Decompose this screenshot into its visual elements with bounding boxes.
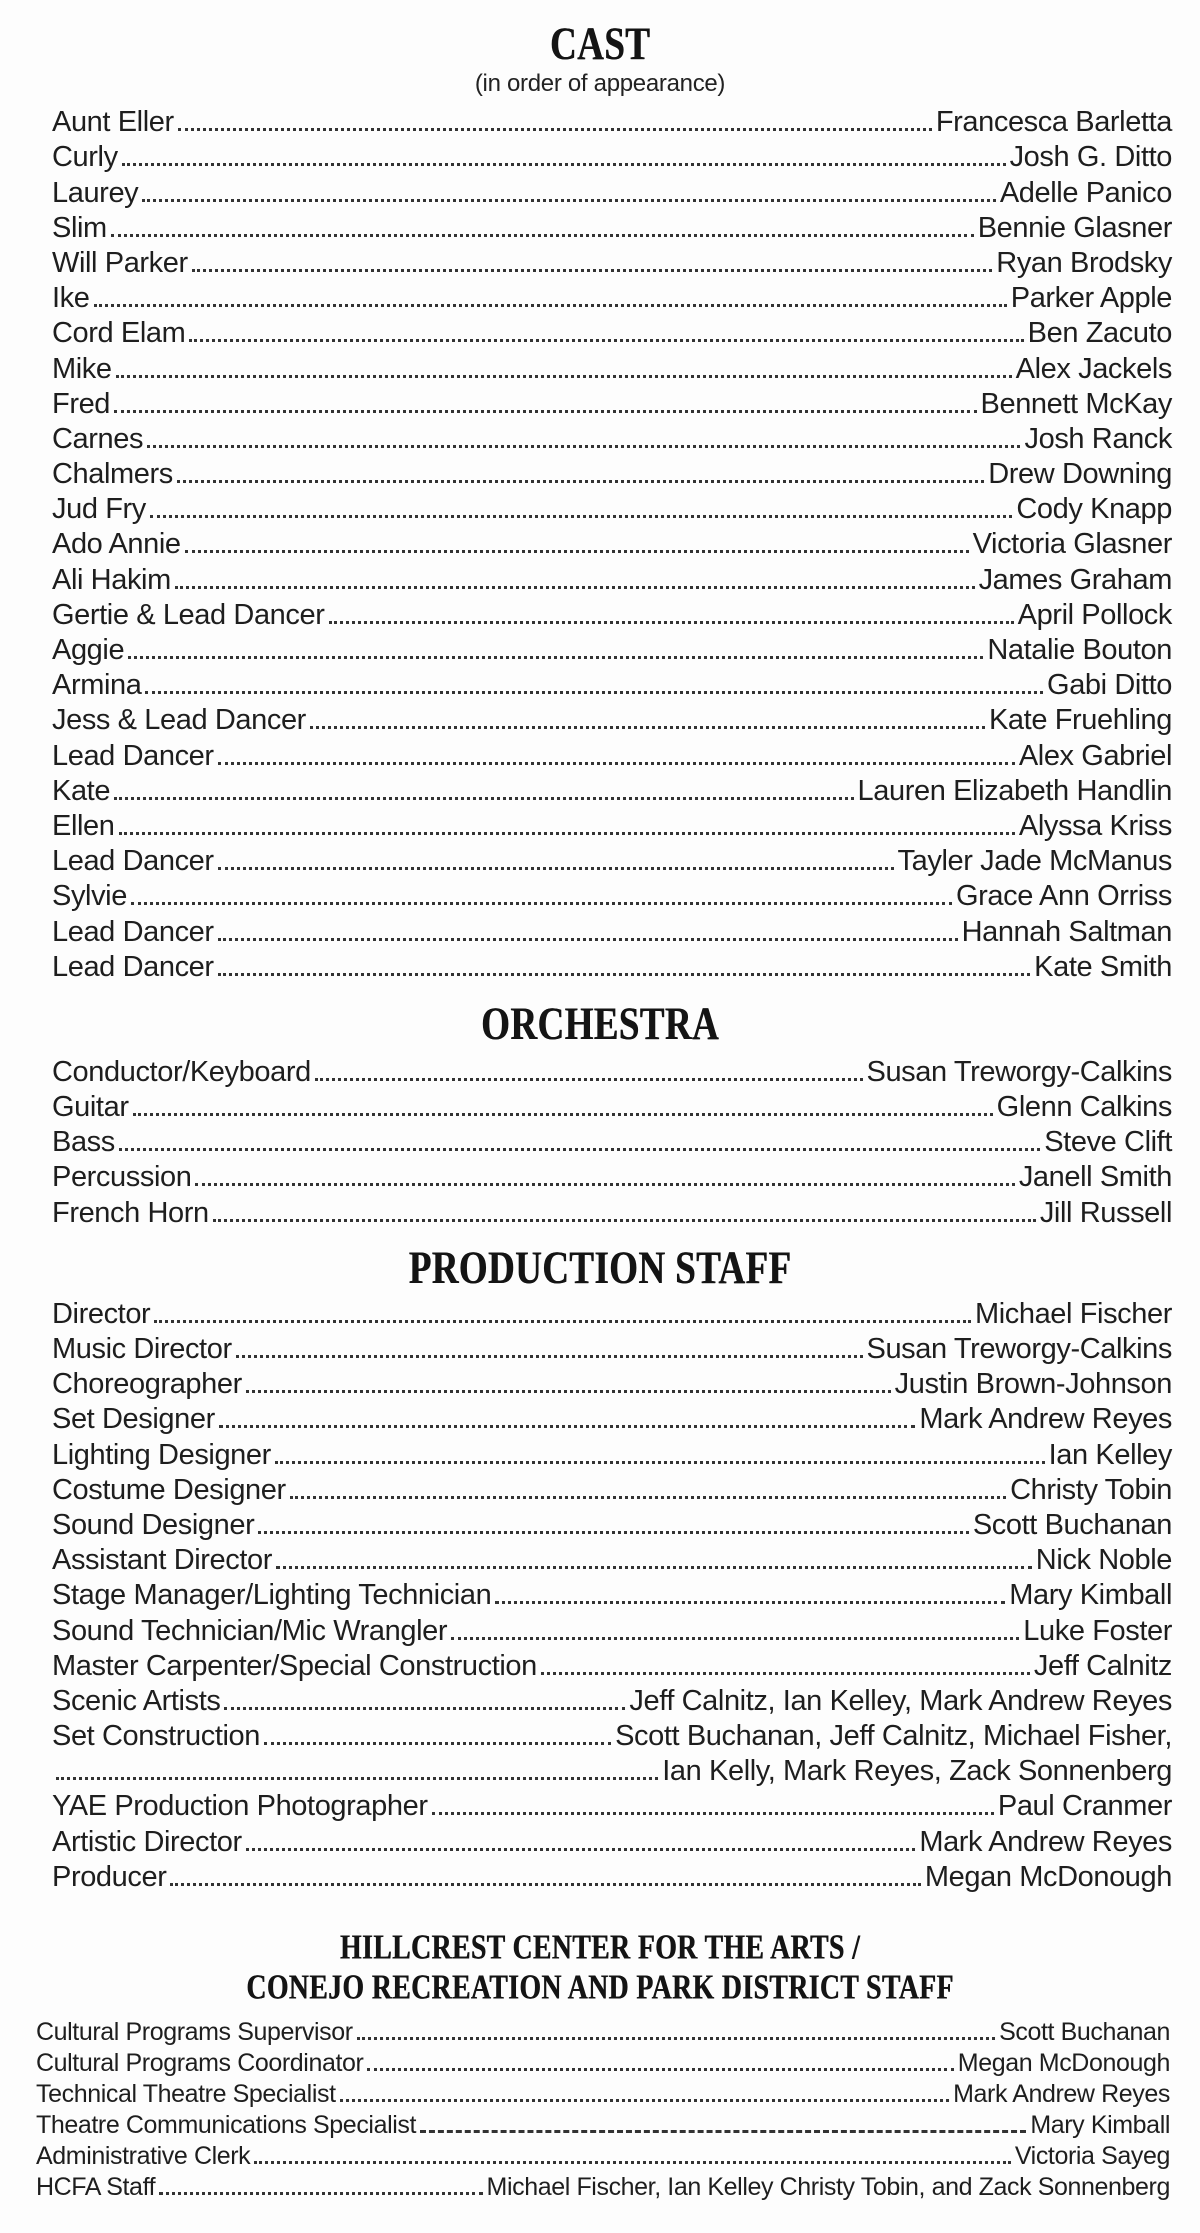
credit-row — [52, 245, 1172, 280]
credit-row — [52, 1159, 1172, 1194]
credit-row — [36, 2047, 1170, 2078]
dot-leader — [119, 832, 1015, 835]
credit-row — [36, 2078, 1170, 2109]
role-label: Fred — [52, 387, 111, 420]
credit-row — [52, 913, 1172, 948]
name-label: Kate Smith — [1034, 950, 1172, 983]
dot-leader — [131, 902, 952, 905]
name-label: Jill Russell — [1039, 1196, 1172, 1229]
dot-leader — [128, 656, 983, 659]
dot-leader — [147, 445, 1020, 448]
name-label: Paul Cranmer — [997, 1790, 1172, 1823]
credit-row — [52, 210, 1172, 245]
production-staff-section-title: PRODUCTION STAFF — [408, 1241, 792, 1294]
credit-row — [52, 1648, 1172, 1683]
credit-row — [52, 1194, 1172, 1229]
name-label: Luke Foster — [1023, 1614, 1172, 1647]
orchestra-section-title: ORCHESTRA — [481, 997, 719, 1050]
dot-leader — [119, 1148, 1040, 1151]
role-label: Administrative Clerk — [36, 2141, 251, 2170]
role-label: Music Director — [52, 1333, 232, 1365]
name-label: Lauren Elizabeth Handlin — [857, 774, 1172, 807]
name-label: Drew Downing — [988, 458, 1172, 491]
credit-row — [52, 1401, 1172, 1436]
dot-leader — [367, 2068, 953, 2071]
role-label: Guitar — [52, 1091, 129, 1124]
dot-leader — [420, 2130, 1026, 2133]
credit-row — [52, 1788, 1172, 1823]
credit-row — [52, 949, 1172, 984]
name-label: Michael Fischer — [974, 1297, 1172, 1330]
credit-row — [52, 315, 1172, 350]
credit-row — [52, 878, 1172, 913]
name-label: Victoria Sayeg — [1014, 2141, 1170, 2170]
credit-row — [52, 1753, 1172, 1788]
dot-leader — [170, 1883, 920, 1886]
dot-leader — [178, 128, 932, 131]
credit-row — [52, 1089, 1172, 1124]
credit-row — [52, 808, 1172, 843]
name-label: Kate Fruehling — [988, 704, 1172, 737]
role-label: Aunt Eller — [52, 106, 174, 139]
name-label: Scott Buchanan — [999, 2017, 1170, 2046]
credit-row — [52, 1436, 1172, 1471]
name-label: Scott Buchanan, Jeff Calnitz, Michael Fisher, — [615, 1720, 1172, 1753]
name-label: Mary Kimball — [1009, 1579, 1172, 1612]
name-label: Glenn Calkins — [996, 1091, 1172, 1124]
name-label: Josh Ranck — [1024, 422, 1172, 455]
credit-row — [52, 667, 1172, 702]
name-label: Francesca Barletta — [935, 106, 1172, 139]
name-label: Christy Tobin — [1010, 1473, 1172, 1506]
credit-row — [52, 1296, 1172, 1331]
cast-credit-list — [0, 104, 1200, 984]
role-label: Scenic Artists — [52, 1684, 221, 1717]
name-label: Mark Andrew Reyes — [919, 1825, 1172, 1858]
name-label: Jeff Calnitz, Ian Kelley, Mark Andrew Reyes — [629, 1684, 1172, 1717]
role-label: Slim — [52, 211, 107, 244]
dot-leader — [94, 304, 1007, 307]
dot-leader — [192, 269, 993, 272]
credit-row — [52, 737, 1172, 772]
role-label: Master Carpenter/Special Construction — [52, 1649, 537, 1682]
credit-row — [36, 2109, 1170, 2140]
venue-staff-title-line1: HILLCREST CENTER FOR THE ARTS / — [339, 1928, 861, 1967]
credit-row — [52, 456, 1172, 491]
credit-row — [52, 1054, 1172, 1089]
credit-row — [52, 1612, 1172, 1647]
role-label: Theatre Communications Specialist — [36, 2110, 417, 2139]
dot-leader — [154, 1320, 971, 1323]
role-label: Gertie & Lead Dancer — [52, 598, 325, 631]
dot-leader — [175, 586, 975, 589]
venue-staff-section-title — [96, 1928, 1104, 2009]
role-label: Stage Manager/Lighting Technician — [52, 1579, 492, 1612]
dot-leader — [142, 199, 996, 202]
name-label: Ben Zacuto — [1027, 317, 1172, 350]
role-label: Lead Dancer — [52, 950, 214, 983]
role-label: Artistic Director — [52, 1825, 242, 1858]
name-label: April Pollock — [1017, 598, 1172, 631]
credit-row — [52, 1577, 1172, 1612]
credit-row — [52, 386, 1172, 421]
credit-row — [52, 526, 1172, 561]
role-label: Lead Dancer — [52, 845, 214, 878]
dot-leader — [236, 1355, 863, 1358]
dot-leader — [276, 1566, 1032, 1569]
name-label: Susan Treworgy-Calkins — [866, 1055, 1172, 1088]
role-label: French Horn — [52, 1196, 209, 1229]
dot-leader — [145, 691, 1043, 694]
dot-leader — [177, 480, 984, 483]
credit-row — [52, 421, 1172, 456]
credit-row — [36, 2171, 1170, 2202]
name-label: Grace Ann Orriss — [956, 880, 1172, 913]
role-label: Technical Theatre Specialist — [36, 2079, 336, 2108]
role-label: YAE Production Photographer — [52, 1790, 428, 1823]
name-label: Gabi Ditto — [1047, 669, 1172, 702]
name-label: Mark Andrew Reyes — [919, 1403, 1172, 1436]
role-label: Laurey — [52, 176, 139, 209]
role-label: Ellen — [52, 809, 115, 842]
name-label: Megan McDonough — [957, 2048, 1170, 2077]
orchestra-credit-list — [0, 1054, 1200, 1230]
cast-section-subtitle: (in order of appearance) — [474, 70, 726, 97]
credit-row — [52, 632, 1172, 667]
section-orchestra — [0, 997, 1200, 1230]
dot-leader — [116, 375, 1012, 378]
dot-leader — [432, 1812, 994, 1815]
role-label: Lighting Designer — [52, 1438, 271, 1471]
role-label: Bass — [52, 1126, 115, 1159]
role-label: Sound Technician/Mic Wrangler — [52, 1614, 448, 1647]
dot-leader — [310, 726, 985, 729]
role-label: Assistant Director — [52, 1544, 273, 1577]
credit-row — [52, 702, 1172, 737]
dot-leader — [218, 973, 1031, 976]
name-label: Megan McDonough — [924, 1860, 1172, 1893]
role-label: Ike — [52, 282, 90, 315]
role-label: Producer — [52, 1860, 167, 1893]
role-label: Director — [52, 1297, 151, 1330]
credit-row — [52, 104, 1172, 139]
role-label: Sound Designer — [52, 1508, 255, 1541]
role-label: Set Construction — [52, 1720, 260, 1753]
role-label: Sylvie — [52, 880, 127, 913]
dot-leader — [114, 410, 977, 413]
role-label: Armina — [52, 669, 142, 702]
role-label: Costume Designer — [52, 1473, 286, 1506]
dot-leader — [258, 1531, 968, 1534]
dot-leader — [111, 234, 974, 237]
cast-section-title: CAST — [549, 17, 651, 70]
dot-leader — [219, 1425, 915, 1428]
venue-staff-credit-list — [0, 2016, 1200, 2202]
role-label: Will Parker — [52, 246, 188, 279]
name-label: Victoria Glasner — [972, 528, 1172, 561]
dot-leader — [150, 515, 1012, 518]
credit-row — [52, 561, 1172, 596]
name-label: Ryan Brodsky — [996, 246, 1172, 279]
dot-leader — [185, 550, 969, 553]
role-label: Ado Annie — [52, 528, 181, 561]
dot-leader — [224, 1707, 625, 1710]
role-label: Lead Dancer — [52, 915, 214, 948]
venue-staff-title-line2: CONEJO RECREATION AND PARK DISTRICT STAFF — [246, 1968, 954, 2008]
credit-row — [52, 280, 1172, 315]
credit-row — [36, 2016, 1170, 2047]
name-label: Jeff Calnitz — [1033, 1649, 1172, 1682]
dot-leader — [189, 339, 1023, 342]
credit-row — [52, 491, 1172, 526]
credit-row — [52, 1542, 1172, 1577]
name-label: Janell Smith — [1018, 1161, 1172, 1194]
role-label: Percussion — [52, 1161, 192, 1194]
name-label: Nick Noble — [1035, 1544, 1172, 1577]
dot-leader — [275, 1461, 1045, 1464]
dot-leader — [340, 2099, 949, 2102]
name-label: Ian Kelley — [1048, 1438, 1172, 1471]
credit-row — [52, 1718, 1172, 1753]
name-label: Alex Jackels — [1015, 352, 1172, 385]
dot-leader — [315, 1078, 863, 1081]
name-label: Tayler Jade McManus — [897, 845, 1172, 878]
dot-leader — [159, 2192, 482, 2195]
dot-leader — [56, 1777, 658, 1780]
role-label: Mike — [52, 352, 112, 385]
name-label: Ian Kelly, Mark Reyes, Zack Sonnenberg — [662, 1755, 1172, 1788]
dot-leader — [357, 2037, 995, 2040]
role-label: Cord Elam — [52, 317, 186, 350]
role-label: Aggie — [52, 634, 125, 666]
name-label: Natalie Bouton — [987, 634, 1172, 666]
dot-leader — [329, 621, 1014, 624]
dot-leader — [451, 1637, 1019, 1640]
name-label: Alex Gabriel — [1018, 739, 1172, 772]
dot-leader — [122, 163, 1006, 166]
dot-leader — [218, 867, 894, 870]
credit-row — [52, 1331, 1172, 1366]
credit-row — [52, 139, 1172, 174]
credit-row — [52, 1366, 1172, 1401]
credit-row — [52, 174, 1172, 209]
section-cast — [0, 17, 1200, 984]
role-label: Jud Fry — [52, 493, 146, 526]
credit-row — [52, 1124, 1172, 1159]
role-label: Conductor/Keyboard — [52, 1055, 311, 1088]
credit-row — [52, 773, 1172, 808]
name-label: Hannah Saltman — [961, 915, 1172, 948]
credit-row — [52, 1823, 1172, 1858]
dot-leader — [246, 1390, 891, 1393]
dot-leader — [218, 938, 958, 941]
name-label: James Graham — [978, 563, 1172, 596]
name-label: Justin Brown-Johnson — [894, 1368, 1172, 1401]
role-label: Cultural Programs Supervisor — [36, 2017, 353, 2046]
name-label: Alyssa Kriss — [1018, 809, 1172, 842]
role-label: Set Designer — [52, 1403, 215, 1436]
dot-leader — [246, 1848, 916, 1851]
credit-row — [52, 1859, 1172, 1894]
name-label: Steve Clift — [1044, 1126, 1172, 1159]
role-label: Chalmers — [52, 458, 173, 491]
role-label: Kate — [52, 774, 111, 807]
name-label: Scott Buchanan — [972, 1508, 1172, 1541]
section-production-staff — [0, 1241, 1200, 1894]
role-label: Ali Hakim — [52, 563, 171, 596]
name-label: Bennett McKay — [980, 387, 1172, 420]
role-label: HCFA Staff — [36, 2172, 156, 2201]
dot-leader — [541, 1672, 1030, 1675]
name-label: Michael Fischer, Ian Kelley Christy Tobin, and Zack Sonnenberg — [486, 2172, 1170, 2201]
role-label: Curly — [52, 141, 118, 174]
dot-leader — [218, 762, 1015, 765]
dot-leader — [495, 1601, 1005, 1604]
name-label: Parker Apple — [1010, 282, 1172, 315]
dot-leader — [133, 1113, 993, 1116]
dot-leader — [264, 1742, 611, 1745]
name-label: Adelle Panico — [999, 176, 1172, 209]
name-label: Mark Andrew Reyes — [953, 2079, 1170, 2108]
role-label: Choreographer — [52, 1368, 242, 1401]
dot-leader — [254, 2161, 1011, 2164]
credit-row — [52, 597, 1172, 632]
dot-leader — [213, 1219, 1036, 1222]
name-label: Josh G. Ditto — [1009, 141, 1172, 174]
name-label: Bennie Glasner — [977, 211, 1172, 244]
dot-leader — [195, 1183, 1014, 1186]
role-label: Jess & Lead Dancer — [52, 704, 306, 737]
credit-row — [52, 1472, 1172, 1507]
production-staff-credit-list — [0, 1296, 1200, 1894]
dot-leader — [290, 1496, 1006, 1499]
name-label: Susan Treworgy-Calkins — [866, 1333, 1172, 1365]
credit-row — [52, 1683, 1172, 1718]
credit-row — [52, 843, 1172, 878]
role-label: Carnes — [52, 422, 144, 455]
role-label: Cultural Programs Coordinator — [36, 2048, 364, 2077]
dot-leader — [114, 797, 853, 800]
name-label: Mary Kimball — [1030, 2110, 1170, 2139]
section-venue-staff — [0, 1930, 1200, 2202]
credit-row — [52, 1507, 1172, 1542]
role-label: Lead Dancer — [52, 739, 214, 772]
credit-row — [36, 2140, 1170, 2171]
credit-row — [52, 350, 1172, 385]
name-label: Cody Knapp — [1016, 493, 1172, 526]
